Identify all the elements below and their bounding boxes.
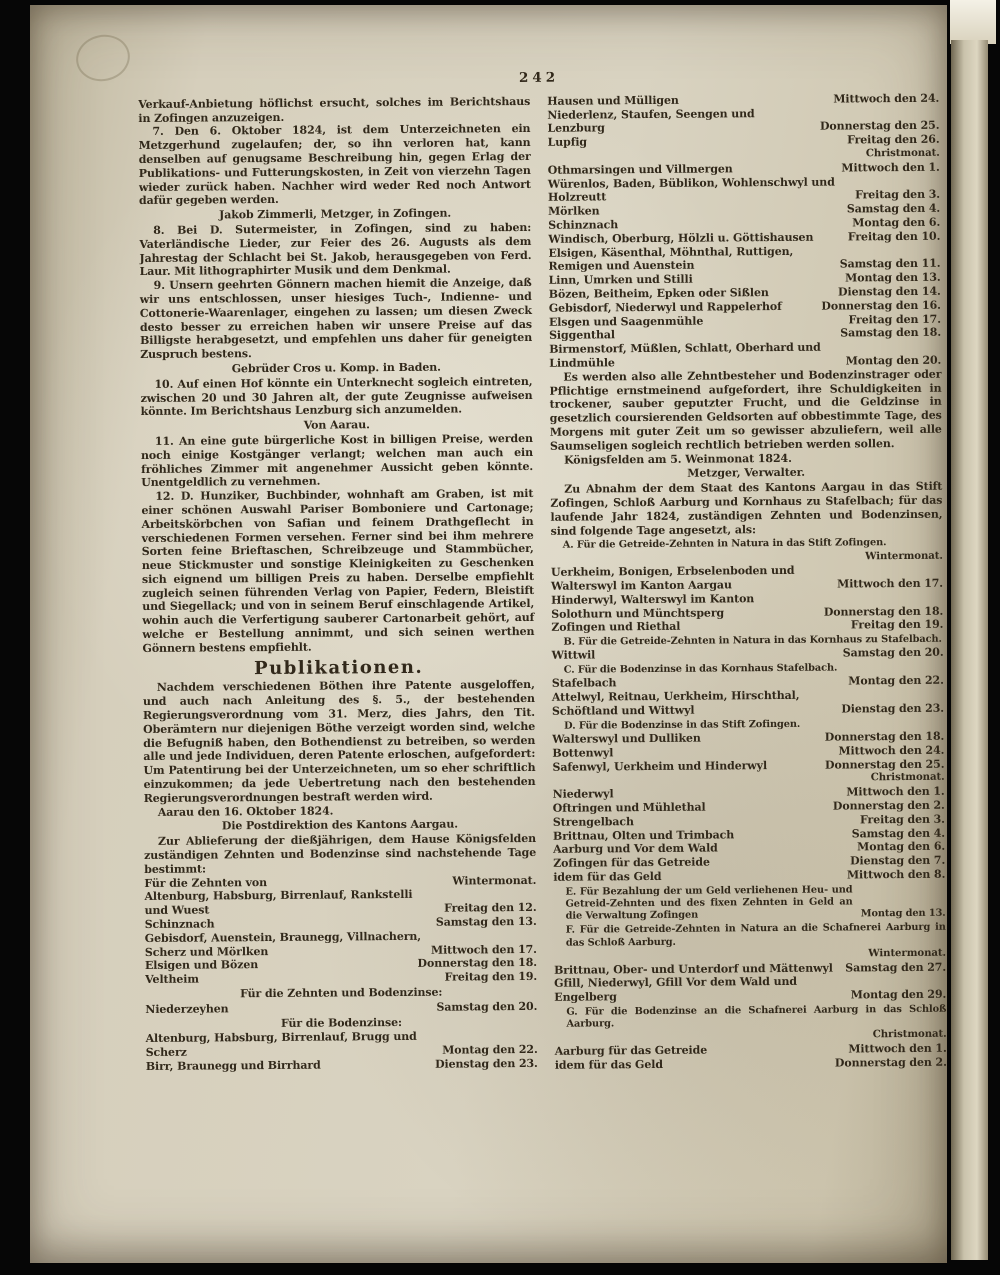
text-block xyxy=(141,432,533,490)
block-text: Stafelbach xyxy=(551,676,617,691)
text-block xyxy=(553,868,945,885)
paper-sheet xyxy=(30,5,947,1263)
text-block xyxy=(138,95,530,126)
block-text: Es werden also alle Zehntbesteher und Bodenzinstrager oder Pflichtige ernstmeinend aufgefordert, ihre Schuldigkeiten in trockener, sauber geputzter Frucht, und die Geldzinse in gesetzlich coursierenden Geldsorten auf obbestimmte Tage, des Morgens mit guter Zeit um so gewisser abzuliefern, weil alle Saumseligen sogleich rechtlich betrieben werden sollen. xyxy=(549,367,942,453)
text-block xyxy=(553,884,945,924)
block-day: Samstag den 18. xyxy=(840,326,942,340)
block-day: Mittwoch den 1. xyxy=(841,160,940,175)
block-text: Würenlos, Baden, Büblikon, Wohlenschwyl und Holzreutt xyxy=(547,175,835,205)
block-text: 7. Den 6. Oktober 1824, ist dem Unterzeichneten ein Metzgerhund zugelaufen; der, so ihn verloren hat, kann denselben auf genugsame Beschreibung hin, gegen Erlag der Publikations- und Futterungskosten, in Zeit von vierzehn Tagen wieder zurück haben. Nachher wird weder Red noch Antwort dafür gegeben werden. xyxy=(138,122,531,208)
block-text: Safenwyl, Uerkheim und Hinderwyl xyxy=(552,758,768,774)
block-day: Samstag den 4. xyxy=(846,201,941,216)
block-day: Dienstag den 23. xyxy=(841,701,945,716)
right-column xyxy=(547,92,947,1073)
text-block xyxy=(555,1056,947,1073)
block-text: A. Für die Getreide-Zehnten in Natura in das Stift Zofingen. xyxy=(562,537,887,551)
text-block xyxy=(140,375,532,419)
block-day: Montag den 6. xyxy=(852,215,941,230)
block-text: Gebisdorf, Auenstein, Braunegg, Villnachern, Scherz und Mörlken xyxy=(144,929,422,959)
block-text: Verkauf-Anbietung höflichst ersucht, solches im Berichtshaus in Zofingen anzuzeigen. xyxy=(138,94,531,125)
block-text: Gebrüder Cros u. Komp. in Baden. xyxy=(231,360,441,376)
block-day: Montag den 20. xyxy=(845,353,942,368)
block-day: Montag den 22. xyxy=(848,674,944,688)
block-text: Wintermonat. xyxy=(865,549,943,562)
block-text: Brittnau, Ober- und Unterdorf und Mättenwyl xyxy=(553,961,833,977)
block-day: Samstag den 20. xyxy=(842,646,944,660)
block-day: Wintermonat. xyxy=(452,873,537,888)
block-text: Jakob Zimmerli, Metzger, in Zofingen. xyxy=(219,206,452,222)
block-text: B. Für die Getreide-Zehnten in Natura in das Kornhaus zu Stafelbach. xyxy=(563,633,942,648)
text-block xyxy=(551,591,943,622)
block-day: Freitag den 3. xyxy=(854,188,941,202)
block-text: Elsgen und Saagenmühle xyxy=(548,314,704,329)
text-block xyxy=(547,105,939,136)
block-day: Dienstag den 7. xyxy=(850,853,946,868)
page-content xyxy=(138,69,949,1175)
adjacent-page-edge xyxy=(951,40,988,1260)
block-day: Mittwoch den 8. xyxy=(846,867,946,882)
text-block xyxy=(139,221,531,279)
block-day: Mittwoch den 17. xyxy=(837,576,944,591)
block-text: Linn, Umrken und Stilli xyxy=(548,272,693,287)
block-day: Montag den 29. xyxy=(850,987,947,1002)
block-text: Zofingen und Riethal xyxy=(551,620,681,635)
block-day: Montag den 6. xyxy=(857,840,946,854)
block-text: D. Für die Bodenzinse in das Stift Zofingen. xyxy=(564,718,801,732)
block-day: Dienstag den 23. xyxy=(435,1056,538,1071)
block-text: Schinznach xyxy=(548,218,619,232)
block-day: Mittwoch den 1. xyxy=(848,1041,947,1056)
block-text: Uerkheim, Bonigen, Erbselenboden und Walterswyl im Kanton Aargau xyxy=(550,564,795,593)
block-text: Aarburg und Vor dem Wald xyxy=(553,841,718,857)
block-text: Christmonat. xyxy=(872,1028,947,1041)
block-text: Strengelbach xyxy=(552,814,634,829)
block-text: Othmarsingen und Villmergen xyxy=(547,162,733,177)
block-text: Birmenstorf, Müßlen, Schlatt, Oberhard und Lindmühle xyxy=(549,340,821,370)
block-day: Donnerstag den 2. xyxy=(834,1055,947,1070)
block-day: Mittwoch den 1. xyxy=(846,784,945,799)
text-block xyxy=(554,974,946,1005)
block-day: Freitag den 3. xyxy=(859,812,945,827)
block-day: Samstag den 20. xyxy=(436,999,538,1014)
text-block xyxy=(141,487,534,656)
text-block xyxy=(144,832,536,876)
block-text: Wintermonat. xyxy=(868,946,946,960)
block-day: Mittwoch den 24. xyxy=(833,91,940,106)
text-block xyxy=(143,656,535,679)
block-day: Freitag den 10. xyxy=(847,229,941,244)
block-text: Mörlken xyxy=(548,204,600,218)
block-day: Donnerstag den 2. xyxy=(832,798,945,813)
block-day: Donnerstag den 18. xyxy=(823,604,944,619)
block-text: Attelwyl, Reitnau, Uerkheim, Hirschthal, Schöftland und Wittwyl xyxy=(551,689,800,718)
block-day: Donnerstag den 18. xyxy=(417,956,538,971)
text-block xyxy=(138,122,531,208)
text-block xyxy=(554,1004,946,1031)
text-block xyxy=(144,887,536,918)
block-text: 12. D. Hunziker, Buchbinder, wohnhaft am Graben, ist mit einer schönen Auswahl Pariser Bomboniere und Cartonage; Arbeitskörbchen von Safian und feinem Drathgeflecht in verschiedenen Formen versehen. Ferner sind bei ihm mehrere Sorten feine Brieftaschen, Schreibzeuge und Stammbücher, neue Stickmuster und sonstige Kleinigkeiten zu Geschenken sich eignend um billigen Preis zu haben. Derselbe empfiehlt zugleich seinen führenden Verlag von Papier, Federn, Bleistift und Siegellack; und von in seinem Beruf einschlagende Artikel, wohin auch die Verfertigung sauberer Cartonarbeit gehört, auf welche er Bestellung annimmt, und sich seinen werthen Gönnern bestens empfiehlt. xyxy=(141,487,535,655)
block-text: Altenburg, Habsburg, Birrenlauf, Brugg und Scherz xyxy=(145,1030,417,1060)
block-text: Christmonat. xyxy=(870,771,945,784)
block-text: Von Aarau. xyxy=(303,418,370,432)
block-text: Gfill, Niederwyl, Gfill Vor dem Wald und Engelberg xyxy=(554,975,797,1005)
block-text: E. Für Bezahlung der um Geld verliehenen Heu- und Getreid-Zehnten und des fixen Zehnten in Geld an die Verwaltung Zofingen xyxy=(565,884,853,922)
text-block xyxy=(548,174,940,205)
block-text: Birr, Braunegg und Birrhard xyxy=(145,1058,321,1073)
block-day: Donnerstag den 16. xyxy=(821,298,941,313)
adjacent-page-corner xyxy=(950,0,996,44)
block-day: Freitag den 17. xyxy=(848,312,941,326)
text-block xyxy=(143,678,536,805)
block-text: Zur Ablieferung der dießjährigen, dem Hause Königsfelden zuständigen Zehnten und Bodenzinse sind nachstehende Tage bestimmt: xyxy=(144,832,537,876)
block-text: Hinderwyl, Walterswyl im Kanton Solothurn und Münchtsperg xyxy=(551,592,755,621)
block-text: Niederwyl xyxy=(552,787,614,802)
block-day: Freitag den 19. xyxy=(850,618,944,632)
block-text: idem für das Geld xyxy=(553,869,662,884)
page-number: 242 xyxy=(518,69,560,87)
block-day: Freitag den 19. xyxy=(444,970,538,984)
block-text: Aarburg für das Getreide xyxy=(554,1043,708,1059)
text-block xyxy=(554,922,946,949)
embossed-stamp-icon xyxy=(72,30,134,86)
text-block xyxy=(146,1029,538,1060)
text-block xyxy=(550,480,942,538)
text-columns xyxy=(138,91,948,1075)
block-day: Donnerstag den 25. xyxy=(824,757,945,772)
text-block xyxy=(146,1057,538,1074)
block-text: Niederlenz, Staufen, Seengen und Lenzburg xyxy=(547,106,755,136)
block-day: Montag den 13. xyxy=(860,907,946,920)
block-text: 10. Auf einen Hof könnte ein Unterknecht sogleich eintreten, zwischen 20 und 30 Jahren alt, der gute Zeugnisse aufweisen könnte. Im Berichtshaus Lenzburg sich anzumelden. xyxy=(140,374,533,419)
block-day: Freitag den 26. xyxy=(846,132,940,147)
block-text: Publikationen. xyxy=(254,656,424,679)
block-text: Metzger, Verwalter. xyxy=(687,466,806,481)
block-text: Für die Zehnten von xyxy=(144,875,268,890)
block-text: Veltheim xyxy=(145,972,199,987)
block-text: Niederzeyhen xyxy=(145,1002,229,1016)
block-text: Zu Abnahm der dem Staat des Kantons Aargau in das Stift Zofingen, Schloß Aarburg und Kornhaus zu Stafelbach; für das laufende Jahr 1824, zuständigen Zehnten und Bodenzinsen, sind folgende Tage angesetzt, als: xyxy=(550,479,943,538)
left-column xyxy=(138,95,538,1076)
block-day: Montag den 22. xyxy=(442,1043,538,1057)
block-day: Samstag den 4. xyxy=(851,826,946,841)
block-text: Zofingen für das Getreide xyxy=(553,855,710,871)
block-text: Walterswyl und Dulliken xyxy=(552,731,701,746)
block-day: Montag den 13. xyxy=(845,270,941,285)
block-text: 9. Unsern geehrten Gönnern machen hiemit die Anzeige, daß wir uns entschlossen, unser hiesiges Tuch-, Indienne- und Cottonerie-Waarenlager, eingehen zu lassen; um diesen Zweck desto besser zu erreichen haben wir unsere Preise auf das Billigste herabgesetzt, und empfehlen uns daher für geneigten Zuspruch bestens. xyxy=(139,276,533,362)
block-text: Christmonat. xyxy=(865,146,940,160)
block-text: Hausen und Mülligen xyxy=(547,93,679,108)
block-text: Bözen, Beitheim, Epken oder Sißlen xyxy=(548,286,769,301)
block-text: Gebisdorf, Niederwyl und Rappelerhof xyxy=(548,299,782,315)
text-block xyxy=(140,276,533,362)
text-block xyxy=(552,646,944,663)
block-text: Altenburg, Habsburg, Birrenlauf, Rankstelli und Wuest xyxy=(144,888,413,918)
block-day: Samstag den 27. xyxy=(845,960,947,975)
block-text: Für die Zehnten und Bodenzinse: xyxy=(240,985,443,1001)
text-block xyxy=(551,618,943,635)
block-text: Die Postdirektion des Kantons Aargau. xyxy=(221,817,458,833)
block-day: Freitag den 12. xyxy=(444,901,537,915)
block-text: F. Für die Getreide-Zehnten in Natura an die Schafnerei Aarburg in das Schloß Aarburg. xyxy=(565,922,946,949)
block-text: Lupfig xyxy=(547,135,588,149)
block-text: Schinznach xyxy=(144,917,215,931)
block-text: C. Für die Bodenzinse in das Kornhaus Stafelbach. xyxy=(563,662,838,676)
block-text: Königsfelden am 5. Weinmonat 1824. xyxy=(563,451,792,467)
block-day: Mittwoch den 17. xyxy=(430,942,537,957)
block-day: Dienstag den 14. xyxy=(837,284,941,299)
block-text: G. Für die Bodenzinse an die Schafnerei Aarburg in das Schloß Aarburg. xyxy=(566,1003,947,1030)
block-day: Donnerstag den 18. xyxy=(824,729,945,744)
block-text: 11. An eine gute bürgerliche Kost in billigen Preise, werden noch einige Kostgänger verlangt; welchen man auch ein fröhliches Zimmer mit angenehmer Aussicht geben könnte. Unentgeldlich zu vernehmen. xyxy=(140,431,534,490)
block-text: idem für das Geld xyxy=(554,1057,663,1072)
text-block xyxy=(549,367,942,453)
block-text: Oftringen und Mühlethal xyxy=(552,800,706,815)
text-block xyxy=(552,688,944,719)
block-text: Wittwil xyxy=(551,648,596,663)
block-text: Brittnau, Olten und Trimbach xyxy=(552,827,735,843)
block-text: Elsigen und Bözen xyxy=(144,958,259,973)
block-day: Mittwoch den 24. xyxy=(838,743,945,758)
block-text: Elsigen, Käsenthal, Möhnthal, Ruttigen, Remigen und Auenstein xyxy=(548,244,794,274)
block-text: Windisch, Oberburg, Hölzli u. Göttishausen xyxy=(548,230,814,246)
block-day: Donnerstag den 25. xyxy=(819,119,940,134)
block-text: Siggenthal xyxy=(549,328,615,343)
block-day: Samstag den 13. xyxy=(435,914,537,929)
block-text: 8. Bei D. Sutermeister, in Zofingen, sind zu haben: Vaterländische Lieder, zur Feier des 26. Augusts als dem Jahrestag der Schlacht bei St. Jakob, herausgegeben von Ferd. Laur. Mit lithographirter Musik und dem Denkmal. xyxy=(139,220,532,279)
block-text: Bottenwyl xyxy=(552,746,614,760)
text-block xyxy=(551,563,943,594)
text-block xyxy=(548,243,940,274)
block-text: Nachdem verschiedenen Böthen ihre Patente ausgeloffen, und auch nach Anleitung des §. 5., der bestehenden Regierungsverordnung vom 31. Merz, dies Jahrs, den Tit. Oberämtern nur diejenigen Böthe verzeigt worden sind, welche die Befugniß haben, den Bothendienst zu betreiben, so werden alle und jede Individuen, deren Patente erloschen, aufgefordert: Um Patentirung bei der Unterzeichneten, um so eher schriftlich einzukommen; da jede Uebertretung nach den bestehenden Regierungsverordnungen bestraft werden wird. xyxy=(142,678,536,805)
block-day: Samstag den 11. xyxy=(839,257,941,271)
block-text: Für die Bodenzinse: xyxy=(280,1015,403,1030)
text-block xyxy=(145,929,537,960)
block-text: Aarau den 16. Oktober 1824. xyxy=(157,804,334,819)
text-block xyxy=(549,340,941,371)
